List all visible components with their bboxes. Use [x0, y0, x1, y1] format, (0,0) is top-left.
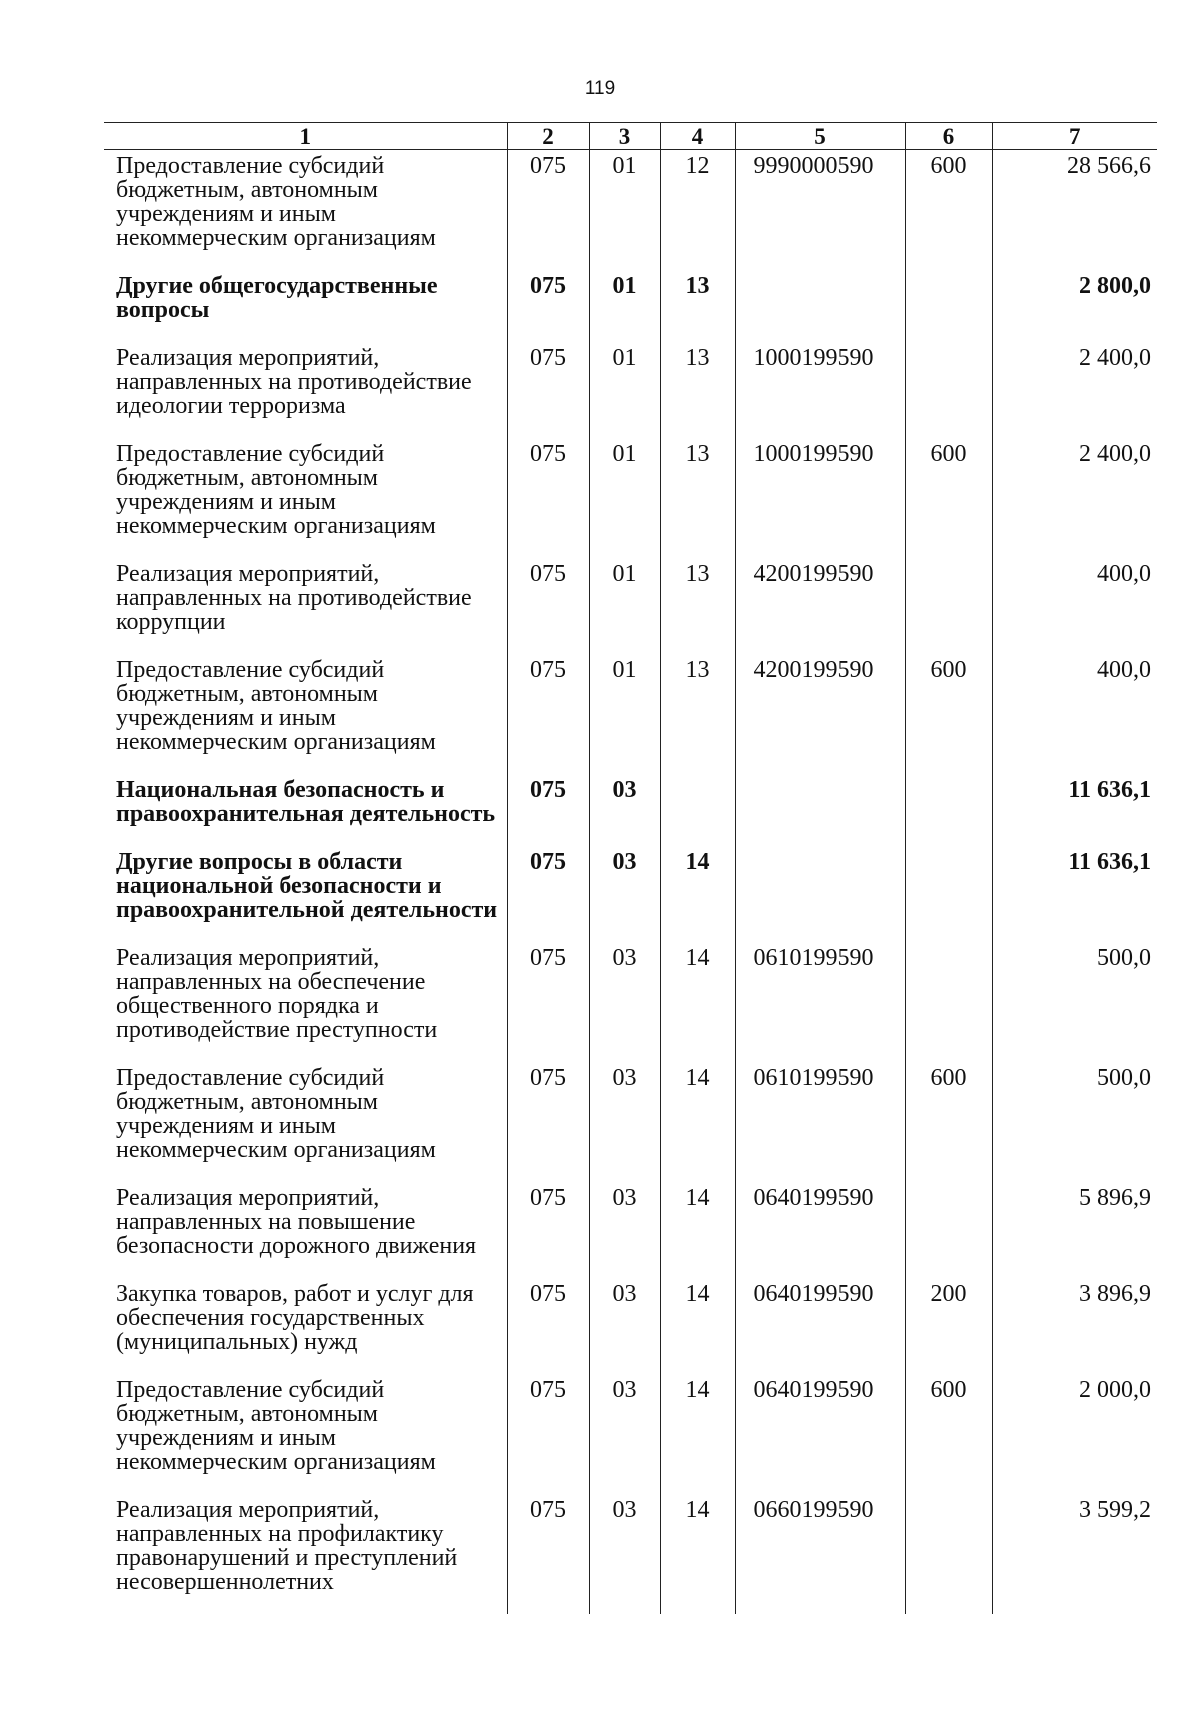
cell-amount: 3 599,2 — [992, 1494, 1157, 1614]
cell-admin-code: 075 — [507, 846, 589, 942]
cell-admin-code: 075 — [507, 1374, 589, 1494]
cell-section: 01 — [589, 342, 660, 438]
cell-expense-type — [905, 270, 992, 342]
table-row — [104, 1182, 1157, 1278]
row-description: Реализация мероприятий, направленных на противодействие идеологии терроризма — [116, 345, 472, 419]
cell-target-article: 1000199590 — [735, 342, 905, 438]
cell-amount: 400,0 — [992, 654, 1157, 774]
cell-target-article: 0610199590 — [735, 942, 905, 1062]
page-number: 119 — [584, 78, 616, 99]
cell-admin-code: 075 — [507, 438, 589, 558]
cell-admin-code: 075 — [507, 774, 589, 846]
cell-section: 03 — [589, 1494, 660, 1614]
table-row — [104, 438, 1157, 558]
row-description: Предоставление субсидий бюджетным, автономным учреждениям и иным некоммерческим организациям — [116, 441, 436, 539]
cell-admin-code: 075 — [507, 654, 589, 774]
cell-subsection: 14 — [660, 1182, 735, 1278]
cell-section: 01 — [589, 150, 660, 271]
cell-section: 03 — [589, 1374, 660, 1494]
cell-amount: 2 400,0 — [992, 438, 1157, 558]
table-row — [104, 270, 1157, 342]
cell-target-article: 0640199590 — [735, 1374, 905, 1494]
cell-subsection — [660, 774, 735, 846]
cell-section: 01 — [589, 438, 660, 558]
cell-amount: 2 400,0 — [992, 342, 1157, 438]
row-description: Предоставление субсидий бюджетным, автономным учреждениям и иным некоммерческим организациям — [116, 153, 436, 251]
cell-target-article: 1000199590 — [735, 438, 905, 558]
cell-subsection: 12 — [660, 150, 735, 271]
cell-expense-type: 200 — [905, 1278, 992, 1374]
cell-subsection: 13 — [660, 270, 735, 342]
cell-section: 01 — [589, 558, 660, 654]
cell-expense-type: 600 — [905, 654, 992, 774]
cell-section: 03 — [589, 1182, 660, 1278]
row-description: Реализация мероприятий, направленных на обеспечение общественного порядка и противодействие преступности — [116, 945, 438, 1043]
cell-expense-type — [905, 942, 992, 1062]
cell-admin-code: 075 — [507, 1278, 589, 1374]
cell-target-article — [735, 774, 905, 846]
cell-expense-type — [905, 1182, 992, 1278]
cell-target-article: 0660199590 — [735, 1494, 905, 1614]
cell-section: 01 — [589, 270, 660, 342]
table-header-row — [104, 123, 1157, 150]
cell-amount: 5 896,9 — [992, 1182, 1157, 1278]
column-header-6: 6 — [905, 123, 992, 150]
row-description: Закупка товаров, работ и услуг для обеспечения государственных (муниципальных) нужд — [116, 1281, 474, 1355]
cell-amount: 11 636,1 — [992, 774, 1157, 846]
cell-section: 03 — [589, 942, 660, 1062]
column-header-3: 3 — [589, 123, 660, 150]
cell-expense-type — [905, 774, 992, 846]
cell-section: 03 — [589, 1278, 660, 1374]
cell-subsection: 13 — [660, 558, 735, 654]
row-description: Предоставление субсидий бюджетным, автономным учреждениям и иным некоммерческим организациям — [116, 1377, 436, 1475]
cell-subsection: 14 — [660, 942, 735, 1062]
table-row — [104, 342, 1157, 438]
column-header-5: 5 — [735, 123, 905, 150]
cell-subsection: 14 — [660, 846, 735, 942]
cell-expense-type: 600 — [905, 150, 992, 271]
row-description: Предоставление субсидий бюджетным, автономным учреждениям и иным некоммерческим организациям — [116, 657, 436, 755]
cell-admin-code: 075 — [507, 558, 589, 654]
cell-amount: 2 000,0 — [992, 1374, 1157, 1494]
cell-admin-code: 075 — [507, 1182, 589, 1278]
column-header-1: 1 — [104, 123, 507, 150]
cell-section: 01 — [589, 654, 660, 774]
cell-admin-code: 075 — [507, 150, 589, 271]
table-row — [104, 1278, 1157, 1374]
cell-subsection: 14 — [660, 1374, 735, 1494]
cell-target-article: 9990000590 — [735, 150, 905, 271]
cell-expense-type — [905, 342, 992, 438]
cell-amount: 2 800,0 — [992, 270, 1157, 342]
cell-amount: 11 636,1 — [992, 846, 1157, 942]
column-header-4: 4 — [660, 123, 735, 150]
column-header-7: 7 — [992, 123, 1157, 150]
cell-subsection: 13 — [660, 342, 735, 438]
cell-target-article — [735, 270, 905, 342]
cell-subsection: 14 — [660, 1062, 735, 1182]
cell-target-article: 0610199590 — [735, 1062, 905, 1182]
cell-admin-code: 075 — [507, 1062, 589, 1182]
column-header-2: 2 — [507, 123, 589, 150]
cell-amount: 3 896,9 — [992, 1278, 1157, 1374]
cell-target-article — [735, 846, 905, 942]
cell-admin-code: 075 — [507, 1494, 589, 1614]
cell-section: 03 — [589, 846, 660, 942]
table-row — [104, 654, 1157, 774]
cell-subsection: 13 — [660, 438, 735, 558]
table-row — [104, 942, 1157, 1062]
cell-admin-code: 075 — [507, 342, 589, 438]
table-row — [104, 150, 1157, 271]
table-row — [104, 1374, 1157, 1494]
row-description: Реализация мероприятий, направленных на повышение безопасности дорожного движения — [116, 1185, 477, 1259]
cell-expense-type: 600 — [905, 1062, 992, 1182]
cell-target-article: 0640199590 — [735, 1278, 905, 1374]
cell-expense-type: 600 — [905, 1374, 992, 1494]
cell-expense-type — [905, 846, 992, 942]
cell-admin-code: 075 — [507, 270, 589, 342]
row-description: Реализация мероприятий, направленных на профилактику правонарушений и преступлений несовершеннолетних — [116, 1497, 458, 1595]
cell-amount: 500,0 — [992, 1062, 1157, 1182]
table-row — [104, 774, 1157, 846]
table-body — [104, 150, 1157, 1615]
cell-target-article: 0640199590 — [735, 1182, 905, 1278]
row-description: Другие вопросы в области национальной безопасности и правоохранительной деятельности — [116, 849, 498, 923]
cell-section: 03 — [589, 1062, 660, 1182]
cell-target-article: 4200199590 — [735, 558, 905, 654]
cell-admin-code: 075 — [507, 942, 589, 1062]
cell-expense-type: 600 — [905, 438, 992, 558]
row-description: Реализация мероприятий, направленных на противодействие коррупции — [116, 561, 472, 635]
cell-expense-type — [905, 558, 992, 654]
cell-amount: 400,0 — [992, 558, 1157, 654]
row-description: Другие общегосударственные вопросы — [116, 273, 438, 323]
cell-expense-type — [905, 1494, 992, 1614]
row-description: Национальная безопасность и правоохранительная деятельность — [116, 777, 496, 827]
cell-subsection: 14 — [660, 1278, 735, 1374]
table-row — [104, 846, 1157, 942]
cell-section: 03 — [589, 774, 660, 846]
cell-subsection: 13 — [660, 654, 735, 774]
table-row — [104, 1062, 1157, 1182]
table-row — [104, 1494, 1157, 1614]
cell-amount: 500,0 — [992, 942, 1157, 1062]
budget-table — [104, 122, 1157, 1614]
cell-target-article: 4200199590 — [735, 654, 905, 774]
cell-subsection: 14 — [660, 1494, 735, 1614]
row-description: Предоставление субсидий бюджетным, автономным учреждениям и иным некоммерческим организациям — [116, 1065, 436, 1163]
cell-amount: 28 566,6 — [992, 150, 1157, 271]
table-row — [104, 558, 1157, 654]
